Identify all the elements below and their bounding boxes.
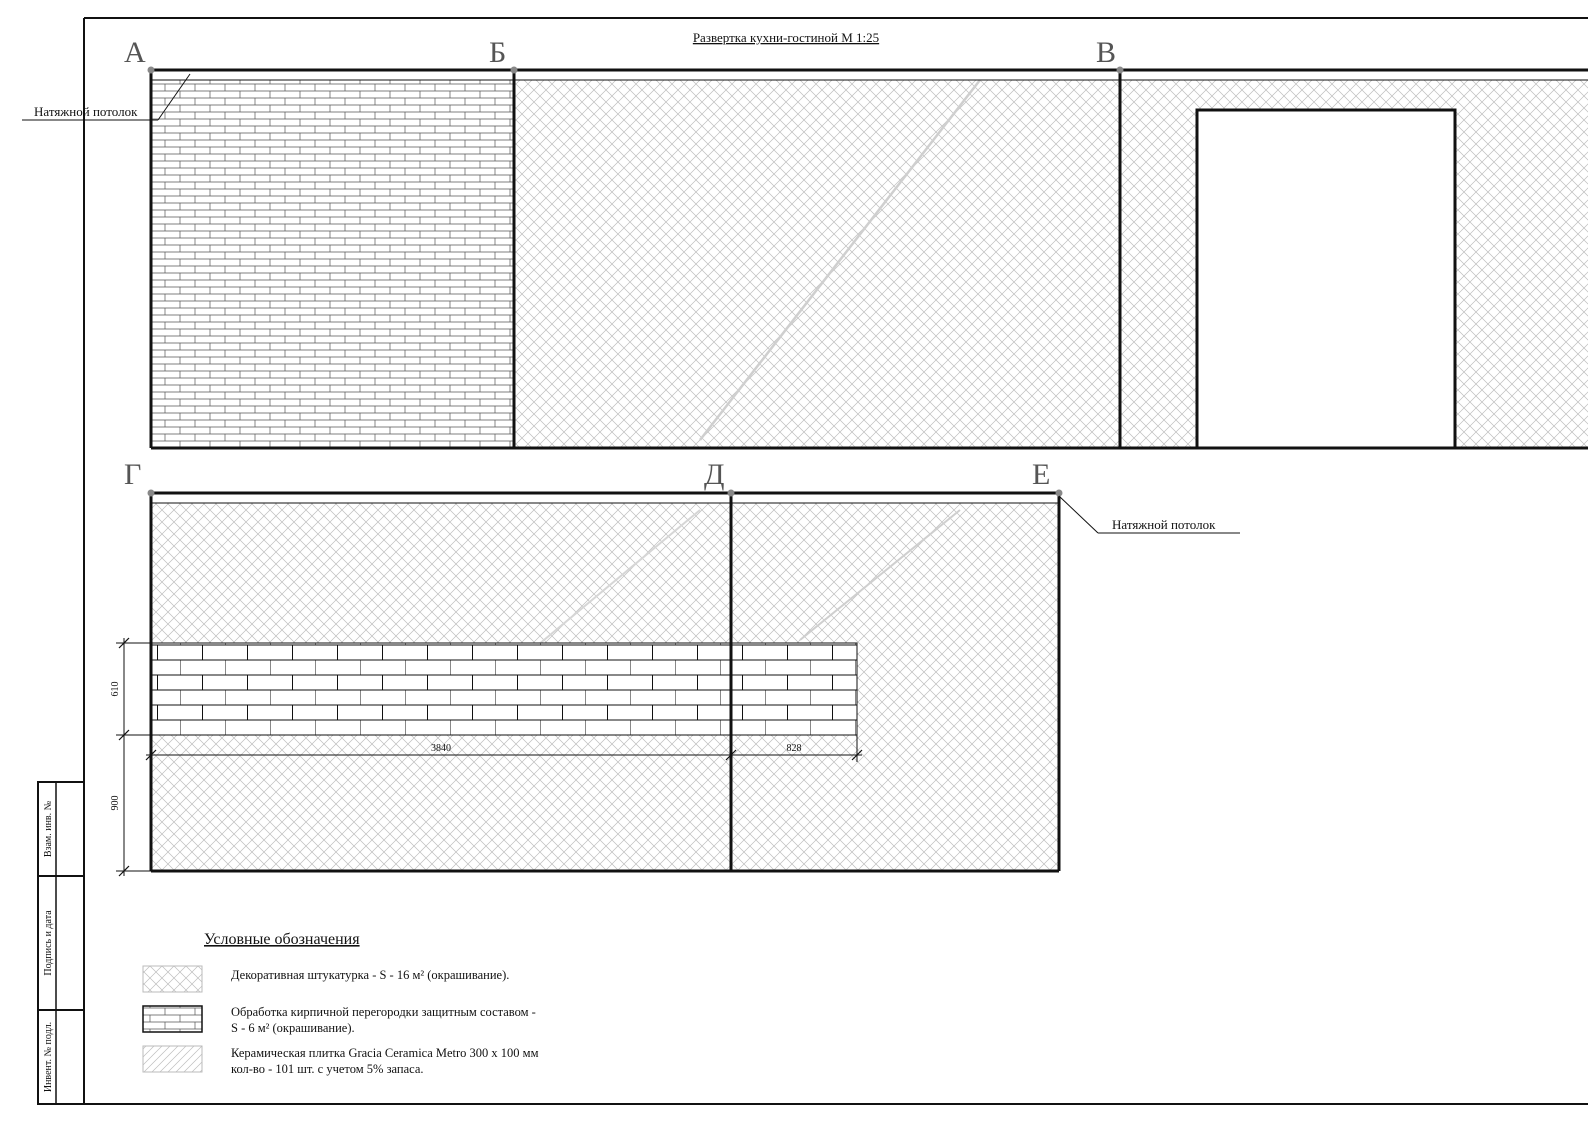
drawing-title: Развертка кухни-гостиной М 1:25: [692, 30, 880, 45]
legend: [143, 931, 539, 1076]
dim-length-d-e: 828: [786, 743, 802, 754]
wall-letter-d: Д: [704, 458, 725, 491]
legend-title: Условные обозначения: [204, 931, 360, 948]
dim-tile-offset: 900: [110, 795, 121, 811]
legend-item-2-line2: S - 6 м² (окрашивание).: [231, 1021, 355, 1035]
stamp-row1-label: Взам. инв. №: [43, 800, 54, 858]
side-stamp: [38, 782, 84, 1104]
doorway-opening: [1197, 110, 1455, 448]
wall-letter-g: Г: [124, 458, 142, 491]
wall-letter-v: В: [1096, 36, 1117, 69]
legend-item-3-line2: кол-во - 101 шт. с учетом 5% запаса.: [231, 1062, 424, 1076]
wall-a-b-brick: [151, 80, 514, 448]
wall-b-v-plaster: [514, 80, 1120, 448]
tile-backsplash: [151, 643, 857, 735]
legend-item-3-line1: Керамическая плитка Gracia Ceramica Metro 300 х 100 мм: [231, 1046, 539, 1060]
legend-item-1-line1: Декоративная штукатурка - S - 16 м² (окрашивание).: [231, 968, 510, 982]
dim-tile-height: 610: [110, 681, 121, 697]
legend-swatch-brick: [143, 1006, 202, 1032]
stamp-row3-label: Инвент. № подл.: [43, 1021, 54, 1093]
wall-letter-a: А: [124, 36, 146, 69]
wall-letter-b: Б: [489, 36, 507, 69]
stamp-row2-label: Подпись и дата: [43, 910, 54, 976]
callout-ceiling-bottom: [1059, 496, 1240, 533]
dim-length-g-d: 3840: [431, 743, 451, 754]
legend-swatch-plaster: [143, 966, 202, 992]
wall-letter-e: Е: [1032, 458, 1051, 491]
legend-item-2-line1: Обработка кирпичной перегородки защитным составом -: [231, 1005, 536, 1019]
callout-ceiling-bottom-label: Натяжной потолок: [1112, 517, 1216, 532]
elevation-upper: [148, 67, 1588, 449]
elevation-lower: [148, 490, 1063, 872]
callout-ceiling-top-label: Натяжной потолок: [34, 104, 138, 119]
legend-swatch-tile: [143, 1046, 202, 1072]
